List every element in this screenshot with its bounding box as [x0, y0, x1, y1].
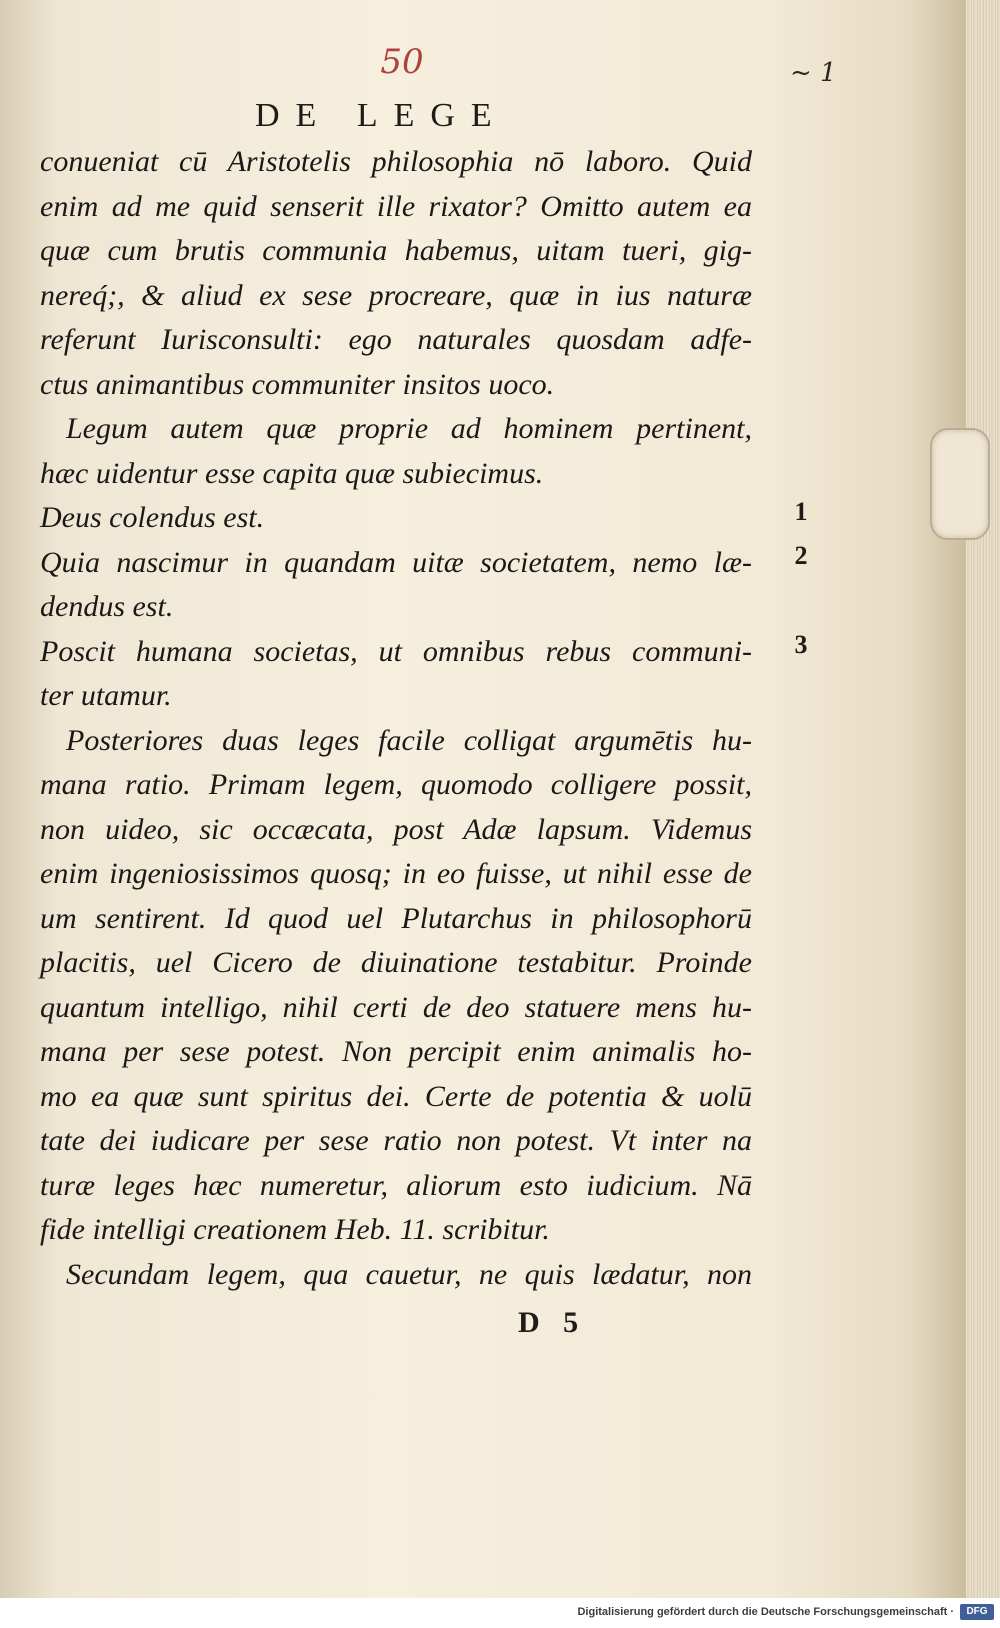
- text-line: placitis, uel Cicero de diuinatione testabitur. Proinde: [40, 946, 752, 979]
- text-line: ter utamur.: [40, 679, 172, 712]
- text-line: enim ad me quid senserit ille rixator? Omitto autem ea: [40, 189, 752, 223]
- running-head: DE LEGE: [255, 97, 508, 134]
- text-line: fide intelligi creationem Heb. 11. scribitur.: [40, 1213, 550, 1246]
- text-line: Secundam legem, qua cauetur, ne quis lædatur, non: [66, 1257, 752, 1291]
- text-line: ctus animantibus communiter insitos uoco.: [40, 367, 555, 401]
- text-line: Deus colendus est.: [40, 501, 265, 534]
- text-line: turæ leges hæc numeretur, aliorum esto iudicium. Nā: [40, 1168, 752, 1202]
- page-tab-marker: [930, 428, 990, 540]
- margin-number-2: 2: [794, 541, 808, 570]
- body-text: [40, 140, 752, 1297]
- signature-mark: D 5: [518, 1306, 587, 1339]
- text-line: hæc uidentur esse capita quæ subiecimus.: [40, 456, 544, 490]
- margin-number-1: 1: [794, 497, 808, 526]
- text-line: nereq́;, & aliud ex sese procreare, quæ in ius naturæ: [40, 278, 752, 312]
- text-line: Poscit humana societas, ut omnibus rebus communi-: [40, 634, 752, 668]
- text-line: Posteriores duas leges facile colligat argumētis hu-: [66, 723, 752, 757]
- text-line: mana ratio. Primam legem, quomodo colligere possit,: [40, 768, 752, 801]
- page-edges: [966, 0, 1000, 1598]
- text-line: mo ea quæ sunt spiritus dei. Certe de potentia & uolū: [40, 1079, 752, 1113]
- text-line: Legum autem quæ proprie ad hominem pertinent,: [66, 412, 752, 445]
- text-line: enim ingeniosissimos quosq; in eo fuisse, ut nihil esse de: [40, 857, 752, 890]
- text-line: Quia nascimur in quandam uitæ societatem, nemo læ-: [40, 545, 752, 579]
- text-line: quantum intelligo, nihil certi de deo statuere mens hu-: [40, 990, 752, 1024]
- dfg-logo: DFG: [960, 1604, 994, 1620]
- text-line: quæ cum brutis communia habemus, uitam tueri, gig-: [40, 234, 752, 267]
- text-line: non uideo, sic occæcata, post Adæ lapsum. Videmus: [40, 812, 752, 846]
- text-line: tate dei iudicare per sese ratio non potest. Vt inter na: [40, 1124, 752, 1157]
- handwritten-folio-number: 50: [380, 42, 424, 82]
- text-line: conueniat cū Aristotelis philosophia nō laboro. Quid: [40, 145, 752, 178]
- text-line: mana per sese potest. Non percipit enim animalis ho-: [40, 1035, 752, 1068]
- margin-number-3: 3: [794, 630, 808, 659]
- funding-credit: Digitalisierung gefördert durch die Deutsche Forschungsgemeinschaft ·: [577, 1606, 954, 1618]
- text-line: dendus est.: [40, 590, 174, 623]
- text-line: referunt Iurisconsulti: ego naturales quosdam adfe-: [40, 323, 752, 356]
- corner-handwritten-mark: ~ 1: [790, 58, 837, 88]
- footer-bar: [0, 1598, 1000, 1628]
- text-line: um sentirent. Id quod uel Plutarchus in philosophorū: [40, 901, 752, 935]
